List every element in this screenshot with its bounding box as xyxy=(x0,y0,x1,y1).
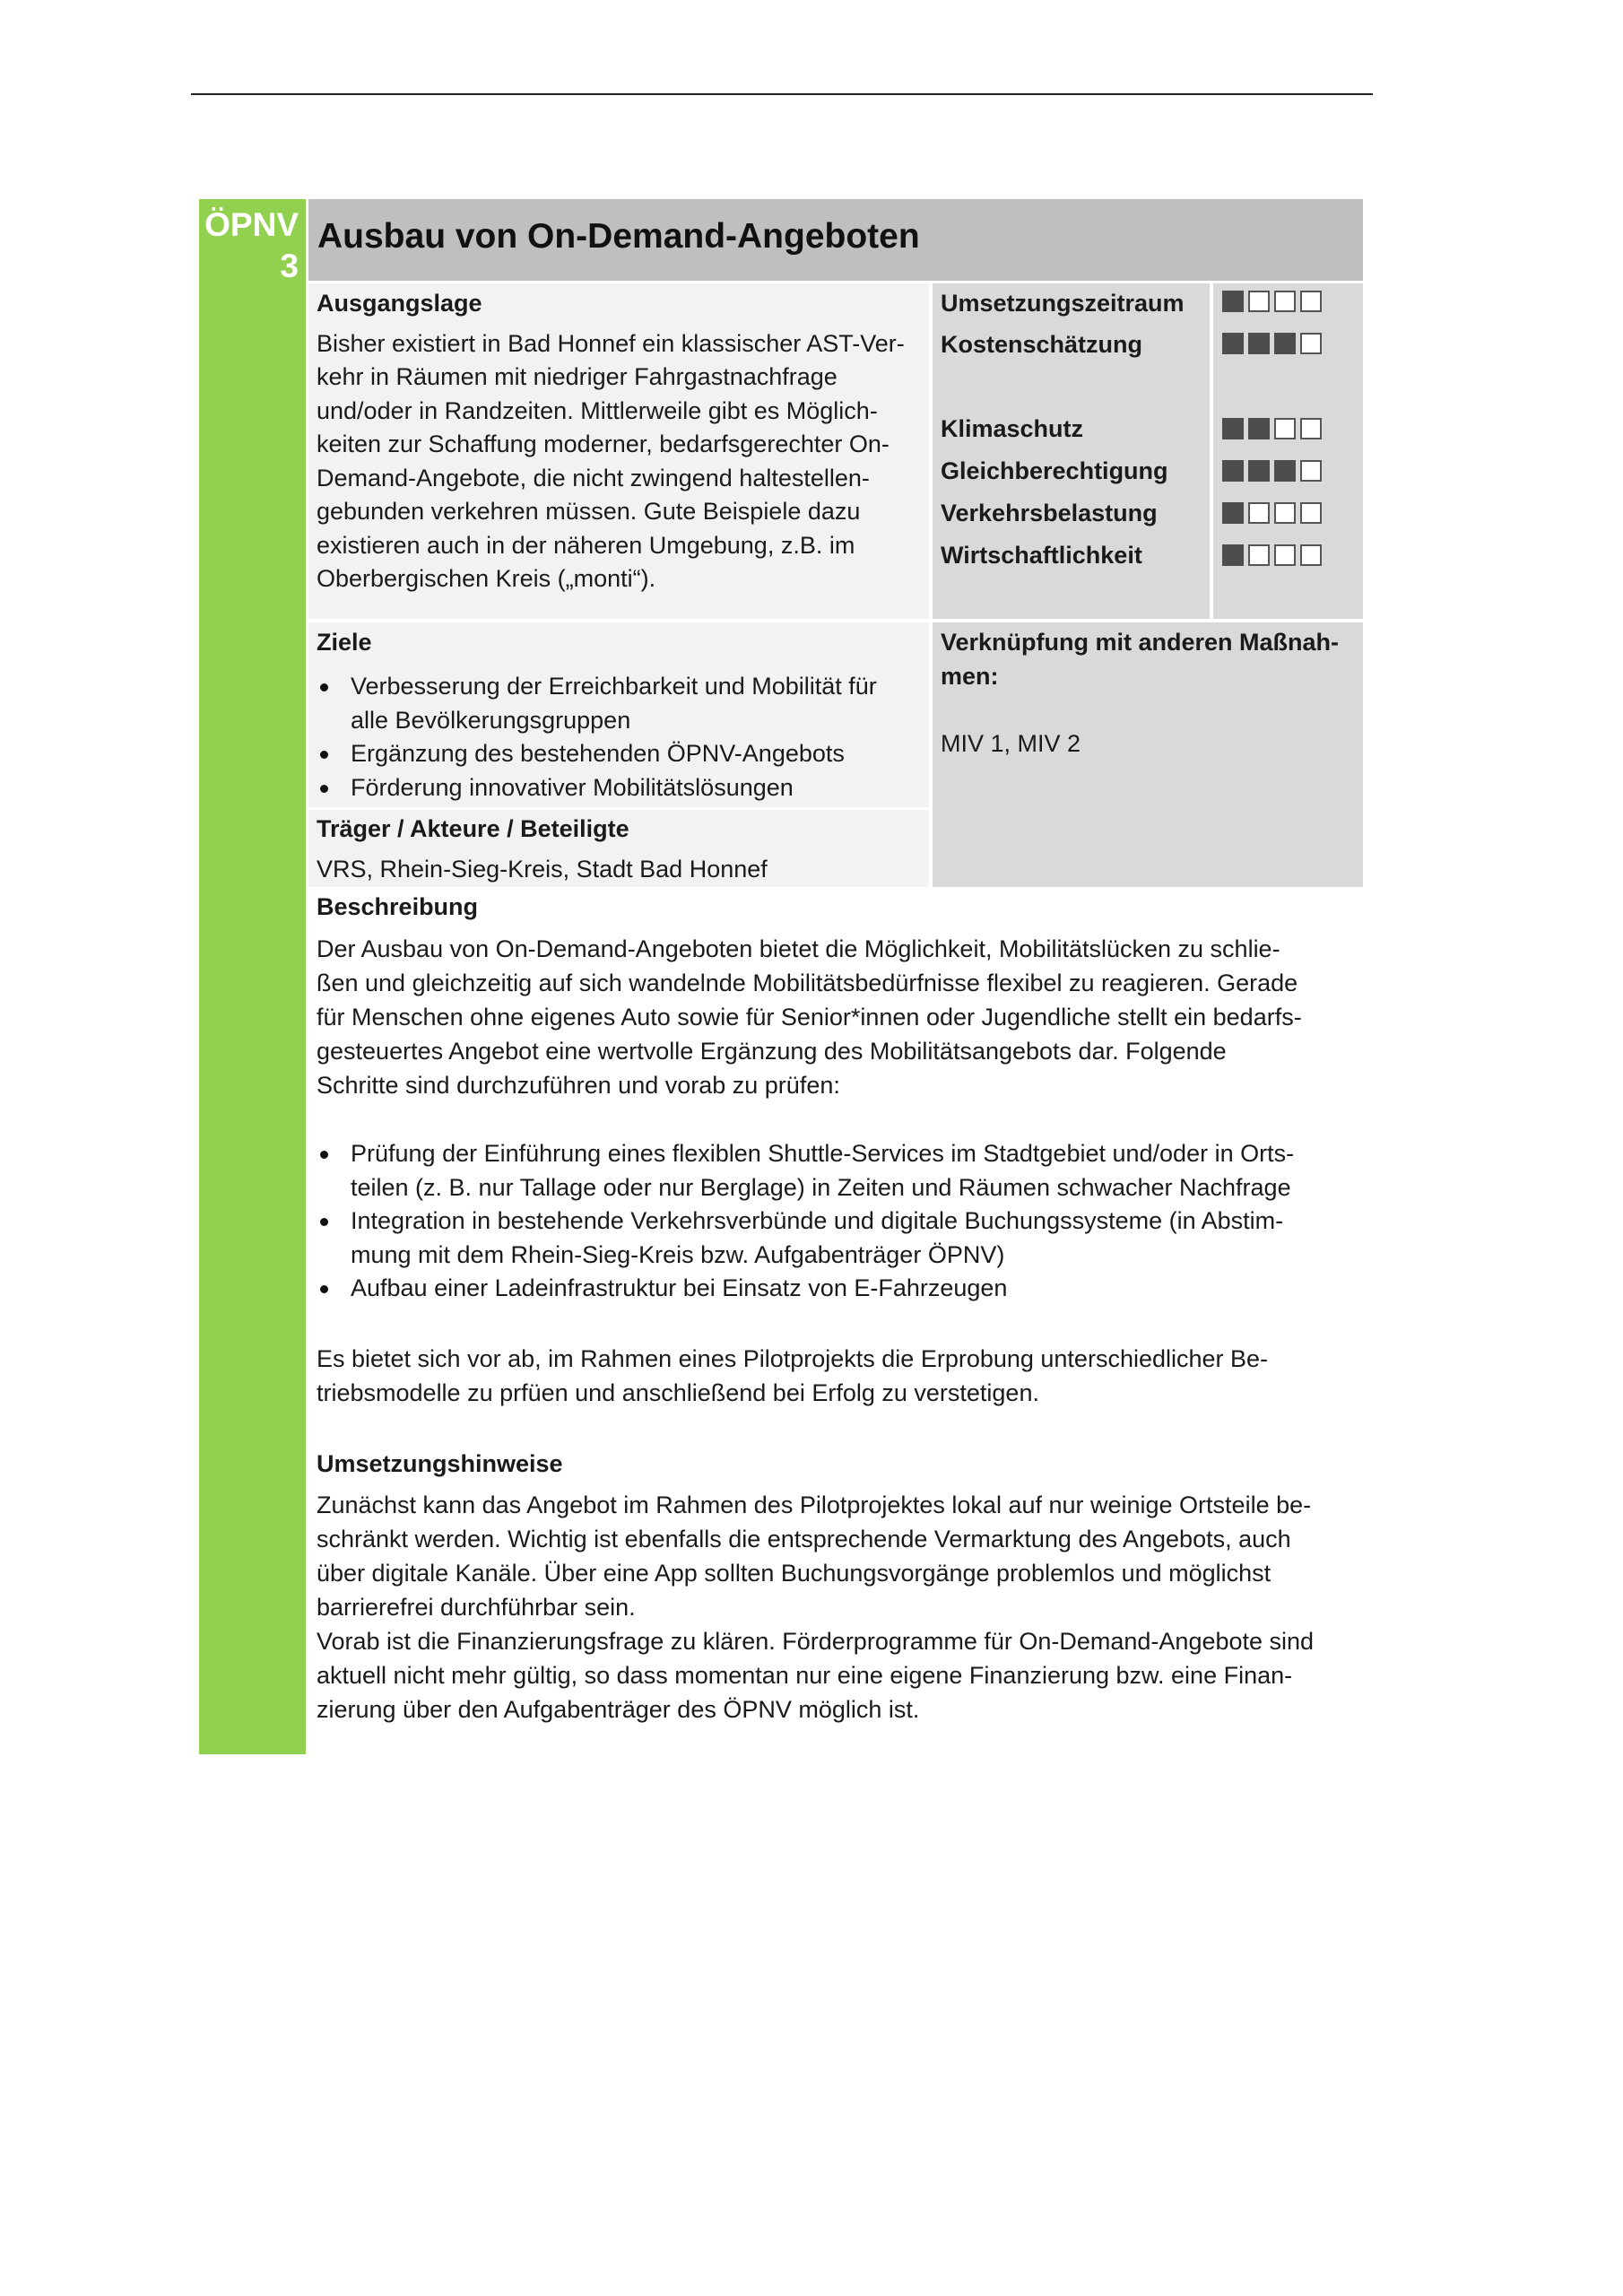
rating-square-empty xyxy=(1300,418,1322,439)
rating-squares xyxy=(1222,291,1322,314)
rating-square-empty xyxy=(1248,502,1270,524)
rating-square-empty xyxy=(1274,502,1296,524)
criterion-label: Wirtschaftlichkeit xyxy=(941,542,1142,569)
list-item: Verbesserung der Erreichbarkeit und Mobilität für alle Bevölkerungsgruppen xyxy=(317,670,877,737)
rating-square-empty xyxy=(1274,291,1296,312)
rating-square-filled xyxy=(1274,333,1296,354)
rating-square-filled xyxy=(1222,502,1244,524)
umsetzungshinweise-heading: Umsetzungshinweise xyxy=(317,1450,563,1477)
criterion-label: Umsetzungszeitraum xyxy=(941,290,1185,317)
verknuepfung-heading: Verknüpfung mit anderen Maßnah- men: xyxy=(941,629,1340,690)
traeger-text: VRS, Rhein-Sieg-Kreis, Stadt Bad Honnef xyxy=(317,856,768,883)
rating-squares xyxy=(1222,418,1322,441)
traeger-heading: Träger / Akteure / Beteiligte xyxy=(317,815,629,842)
list-item: Ergänzung des bestehenden ÖPNV-Angebots xyxy=(317,737,877,771)
criterion-label: Klimaschutz xyxy=(941,415,1084,442)
rating-squares xyxy=(1222,333,1322,356)
list-item: Förderung innovativer Mobilitätslösungen xyxy=(317,771,877,805)
ziele-list xyxy=(317,670,877,804)
rating-square-filled xyxy=(1222,460,1244,482)
rating-square-filled xyxy=(1222,544,1244,566)
beschreibung-heading: Beschreibung xyxy=(317,893,479,920)
beschreibung-list xyxy=(317,1137,1294,1306)
rating-square-filled xyxy=(1222,291,1244,312)
rating-squares xyxy=(1222,460,1322,483)
header-rule xyxy=(191,93,1373,95)
list-item: Prüfung der Einführung eines flexiblen Shuttle-Services im Stadtgebiet und/oder in Orts- teilen (z. B. nur Tallage oder nur Berglage) in Zeiten und Räumen schwacher Nachfrage xyxy=(317,1137,1294,1205)
rating-square-empty xyxy=(1300,502,1322,524)
list-item: Integration in bestehende Verkehrsverbünde und digitale Buchungssysteme (in Abstim- mung mit dem Rhein-Sieg-Kreis bzw. Aufgabenträger ÖPNV) xyxy=(317,1205,1294,1272)
criterion-label: Gleichberechtigung xyxy=(941,457,1168,484)
rating-square-filled xyxy=(1248,333,1270,354)
rating-square-filled xyxy=(1274,460,1296,482)
measure-code: ÖPNV 3 xyxy=(204,206,299,284)
rating-square-filled xyxy=(1222,333,1244,354)
criterion-label: Verkehrsbelastung xyxy=(941,500,1158,526)
rating-squares xyxy=(1222,544,1322,568)
rating-square-filled xyxy=(1248,418,1270,439)
ausgangslage-heading: Ausgangslage xyxy=(317,290,482,317)
title-bar xyxy=(308,199,1363,281)
measure-title: Ausbau von On-Demand-Angeboten xyxy=(317,217,920,256)
rating-square-empty xyxy=(1300,333,1322,354)
rating-square-empty xyxy=(1248,291,1270,312)
list-item: Aufbau einer Ladeinfrastruktur bei Einsatz von E-Fahrzeugen xyxy=(317,1272,1294,1306)
rating-square-empty xyxy=(1300,460,1322,482)
criterion-label: Kostenschätzung xyxy=(941,331,1143,358)
rating-square-empty xyxy=(1274,544,1296,566)
rating-square-empty xyxy=(1300,291,1322,312)
rating-square-empty xyxy=(1248,544,1270,566)
ziele-heading: Ziele xyxy=(317,629,372,656)
rating-square-empty xyxy=(1274,418,1296,439)
category-sidebar xyxy=(199,199,306,1754)
rating-square-filled xyxy=(1248,460,1270,482)
rating-squares xyxy=(1222,502,1322,526)
rating-square-filled xyxy=(1222,418,1244,439)
rating-square-empty xyxy=(1300,544,1322,566)
verknuepfung-text: MIV 1, MIV 2 xyxy=(941,730,1081,757)
